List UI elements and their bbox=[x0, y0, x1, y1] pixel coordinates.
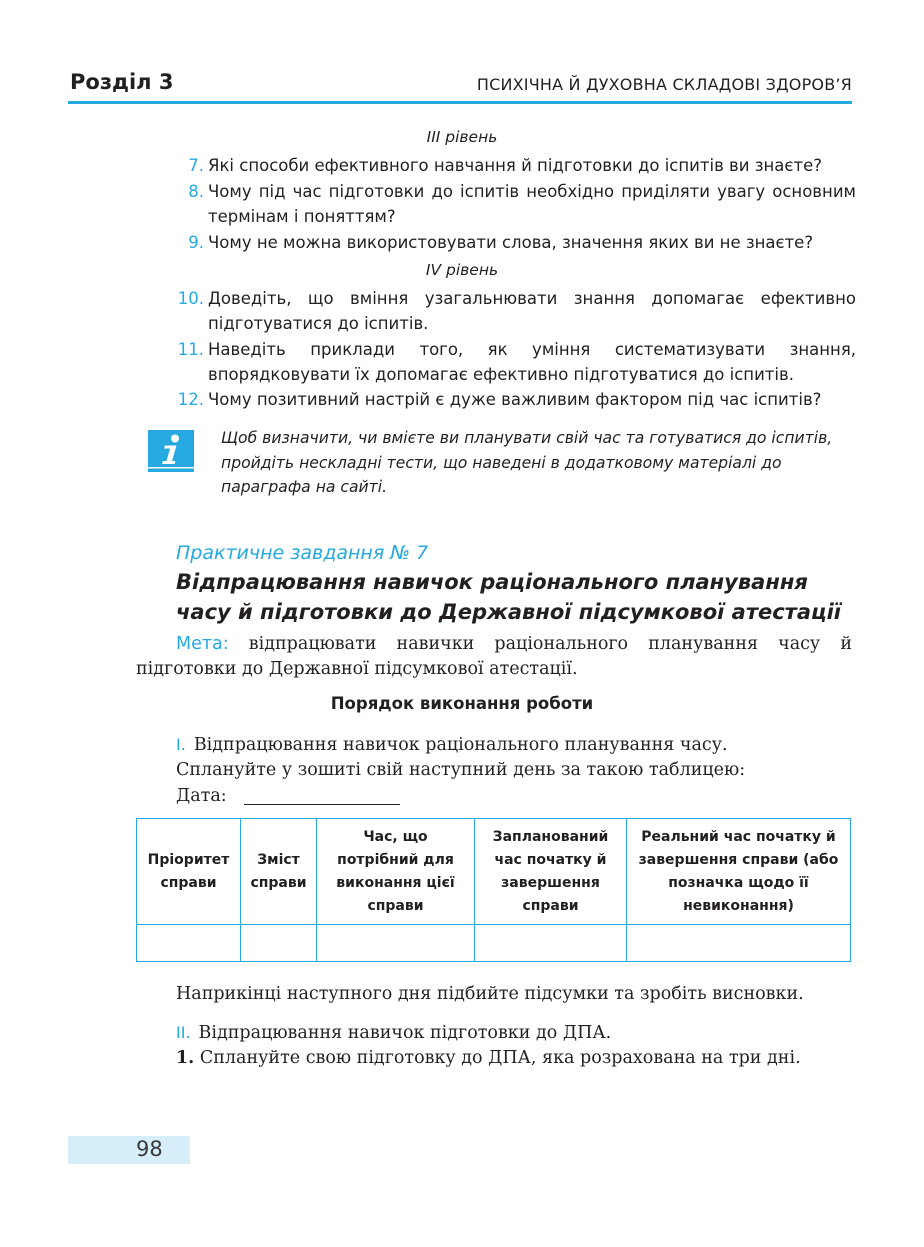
day-plan-table bbox=[136, 818, 851, 962]
question-number: 9. bbox=[188, 233, 204, 252]
question-text: Чому не можна використовувати слова, значення яких ви не знаєте? bbox=[208, 233, 814, 252]
goal-text: відпрацювати навички раціонального планування часу й підготовки до Державної підсумкової атестації. bbox=[136, 634, 852, 679]
question-text: Доведіть, що вміння узагальнювати знання допомагає ефективно підготуватися до іспитів. bbox=[208, 289, 856, 333]
chapter-title: ПСИХІЧНА Й ДУХОВНА СКЛАДОВІ ЗДОРОВ’Я bbox=[476, 75, 852, 94]
step-2-item-1 bbox=[136, 1046, 852, 1071]
section-label: Розділ 3 bbox=[70, 70, 174, 94]
table-cell bbox=[241, 925, 317, 962]
table-cell bbox=[627, 925, 851, 962]
task-title: Відпрацювання навичок раціонального планування часу й підготовки до Державної підсумкової атестації bbox=[176, 570, 841, 624]
date-blank-line bbox=[244, 804, 400, 805]
step-2 bbox=[176, 1020, 856, 1046]
table-header-cell: Пріоритет справи bbox=[137, 819, 241, 925]
question-number: 7. bbox=[188, 156, 204, 175]
table-cell bbox=[317, 925, 475, 962]
question-11 bbox=[176, 337, 856, 387]
question-9 bbox=[176, 230, 856, 255]
question-text: Чому позитивний настрій є дуже важливим фактором під час іспитів? bbox=[208, 390, 822, 409]
table-cell bbox=[475, 925, 627, 962]
question-12 bbox=[176, 387, 856, 412]
question-8 bbox=[176, 179, 856, 229]
table-row bbox=[137, 925, 851, 962]
question-number: 10. bbox=[177, 289, 204, 308]
page-number-bar bbox=[68, 1136, 190, 1164]
question-text: Чому під час підготовки до іспитів необхідно приділяти увагу основним термінам і поняттям? bbox=[208, 182, 856, 226]
item-text: Сплануйте свою підготовку до ДПА, яка розрахована на три дні. bbox=[199, 1048, 801, 1068]
table-header-cell: Зміст справи bbox=[241, 819, 317, 925]
conclusion-text: Наприкінці наступного дня підбийте підсумки та зробіть висновки. bbox=[176, 984, 804, 1004]
step-text: Відпрацювання навичок підготовки до ДПА. bbox=[198, 1023, 612, 1043]
table-header-row bbox=[137, 819, 851, 925]
question-7 bbox=[176, 153, 856, 178]
question-text: Наведіть приклади того, як уміння систематизувати знання, впорядковувати їх допомагає ефективно підготуватися до іспитів. bbox=[208, 340, 856, 384]
info-icon bbox=[148, 430, 194, 472]
page-number: 98 bbox=[136, 1137, 163, 1161]
step-text: Відпрацювання навичок раціонального планування часу. bbox=[193, 735, 728, 755]
level-4-heading: IV рівень bbox=[425, 261, 499, 279]
date-label: Дата: bbox=[176, 786, 227, 806]
task-goal bbox=[136, 632, 852, 682]
question-10 bbox=[176, 286, 856, 336]
table-cell bbox=[137, 925, 241, 962]
task-label: Практичне завдання № 7 bbox=[176, 542, 429, 564]
goal-label: Мета: bbox=[176, 634, 229, 654]
question-number: 11. bbox=[177, 340, 204, 359]
question-text: Які способи ефективного навчання й підготовки до іспитів ви знаєте? bbox=[208, 156, 822, 175]
header-divider bbox=[68, 101, 852, 104]
table-header-cell: Запланований час початку й завершення справи bbox=[475, 819, 627, 925]
item-number: 1. bbox=[176, 1048, 195, 1068]
level-3-heading: III рівень bbox=[426, 128, 498, 146]
step-number: I. bbox=[176, 735, 186, 754]
question-number: 8. bbox=[188, 182, 204, 201]
step-1 bbox=[176, 732, 856, 758]
info-text: Щоб визначити, чи вмієте ви планувати свій час та готуватися до іспитів, пройдіть нескладні тести, що наведені в додатковому матеріалі до параграфа на сайті. bbox=[221, 429, 833, 496]
table-header-cell: Реальний час початку й завершення справи (або позначка щодо її невиконання) bbox=[627, 819, 851, 925]
table-header-cell: Час, що потрібний для виконання цієї справи bbox=[317, 819, 475, 925]
procedure-title: Порядок виконання роботи bbox=[330, 694, 594, 713]
step-number: II. bbox=[176, 1023, 191, 1042]
question-number: 12. bbox=[177, 390, 204, 409]
step-1-instruction: Сплануйте у зошиті свій наступний день за такою таблицею: bbox=[176, 760, 746, 780]
